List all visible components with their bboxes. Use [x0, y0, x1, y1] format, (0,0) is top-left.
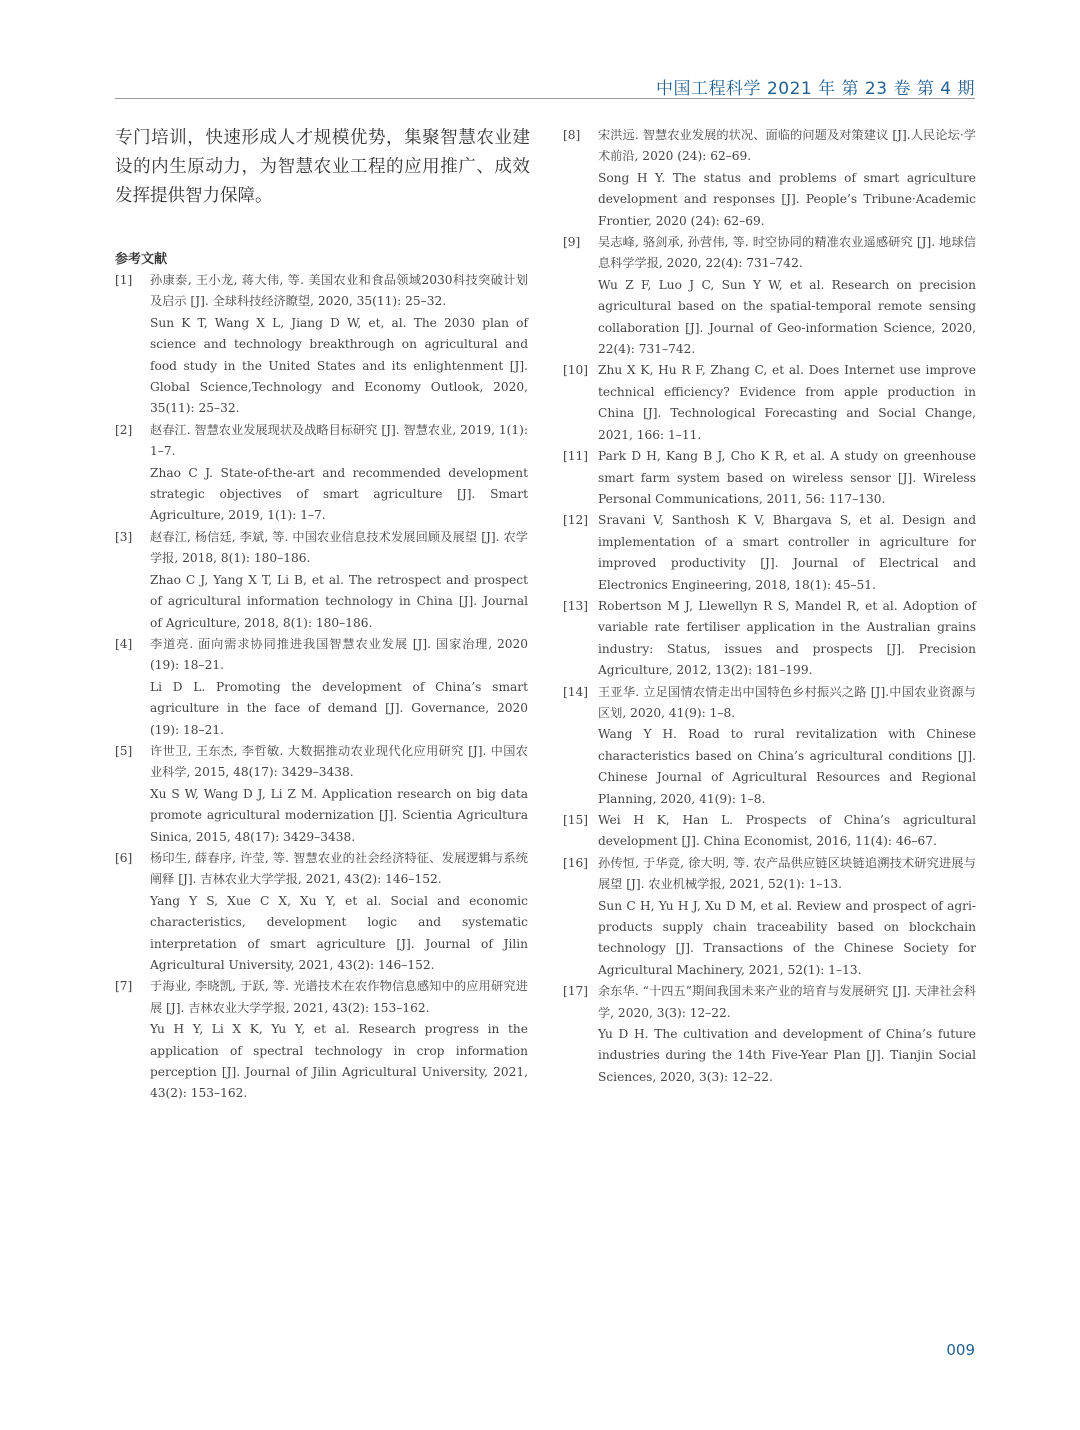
reference-item	[563, 853, 976, 981]
reference-item	[115, 420, 528, 527]
reference-item	[115, 527, 528, 634]
reference-english: Zhao C J. State-of-the-art and recommended development strategic objectives of smart agriculture [J]. Smart Agriculture, 2019, 1(1): 1–7.	[150, 465, 528, 523]
reference-number: [17]	[563, 984, 589, 999]
reference-chinese: 孙康泰, 王小龙, 蒋大伟, 等. 美国农业和食品领域2030科技突破计划及启示 [J]. 全球科技经济瞭望, 2020, 35(11): 25–32.	[150, 273, 528, 309]
reference-number: [9]	[563, 235, 581, 250]
reference-item	[563, 360, 976, 446]
reference-english: Sun K T, Wang X L, Jiang D W, et, al. The 2030 plan of science and technology breakthrough on agricultural and food study in the United States and its enlightenment [J]. Global Science,Technology and Economy Outlook, 2020, 35(11): 25–32.	[150, 315, 528, 416]
reference-chinese: 吴志峰, 骆剑承, 孙营伟, 等. 时空协同的精准农业遥感研究 [J]. 地球信息科学学报, 2020, 22(4): 731–742.	[598, 235, 976, 271]
reference-number: [7]	[115, 979, 133, 994]
reference-english: Zhu X K, Hu R F, Zhang C, et al. Does Internet use improve technical efficiency? Evidence from apple production in China [J]. Technological Forecasting and Social Change, 2021, 166: 1–11.	[598, 363, 976, 442]
references-column-left	[115, 270, 528, 1105]
reference-item	[563, 596, 976, 682]
references-column-right	[563, 125, 976, 1088]
reference-english: Sun C H, Yu H J, Xu D M, et al. Review and prospect of agri-products supply chain traceability based on blockchain technology [J]. Transactions of the Chinese Society for Agricultural Machinery, 2021, 52(1): 1–13.	[598, 898, 976, 977]
reference-item	[563, 810, 976, 853]
reference-chinese: 余东华. “十四五”期间我国未来产业的培育与发展研究 [J]. 天津社会科学, 2020, 3(3): 12–22.	[598, 984, 976, 1020]
reference-english: Li D L. Promoting the development of China’s smart agriculture in the face of demand [J]. Governance, 2020 (19): 18–21.	[150, 679, 528, 737]
body-paragraph: 专门培训，快速形成人才规模优势，集聚智慧农业建设的内生原动力，为智慧农业工程的应用推广、成效发挥提供智力保障。	[115, 128, 530, 206]
reference-chinese: 许世卫, 王东杰, 李哲敏. 大数据推动农业现代化应用研究 [J]. 中国农业科学, 2015, 48(17): 3429–3438.	[150, 743, 528, 780]
reference-chinese: 于海业, 李晓凯, 于跃, 等. 光谱技术在农作物信息感知中的应用研究进展 [J]. 吉林农业大学学报, 2021, 43(2): 153–162.	[150, 979, 528, 1015]
reference-number: [2]	[115, 422, 133, 437]
running-header	[115, 72, 975, 99]
reference-chinese: 赵春江, 杨信廷, 李斌, 等. 中国农业信息技术发展回顾及展望 [J]. 农学学报, 2018, 8(1): 180–186.	[150, 529, 528, 566]
reference-number: [4]	[115, 636, 133, 651]
reference-number: [16]	[563, 855, 589, 870]
reference-number: [12]	[563, 513, 589, 528]
reference-number: [14]	[563, 684, 589, 699]
reference-item	[115, 848, 528, 976]
reference-chinese: 赵春江. 智慧农业发展现状及战略目标研究 [J]. 智慧农业, 2019, 1(1): 1–7.	[150, 422, 528, 459]
reference-number: [1]	[115, 273, 133, 287]
reference-english: Robertson M J, Llewellyn R S, Mandel R, et al. Adoption of variable rate fertiliser application in the Australian grains industry: Status, issues and prospects [J]. Precision Agriculture, 2012, 13(2): 181–199.	[598, 598, 976, 678]
reference-item	[115, 634, 528, 741]
reference-item	[115, 270, 528, 420]
reference-item	[115, 976, 528, 1104]
reference-number: [10]	[563, 363, 589, 378]
reference-english: Park D H, Kang B J, Cho K R, et al. A study on greenhouse smart farm system based on wireless sensor [J]. Wireless Personal Communications, 2011, 56: 117–130.	[598, 449, 976, 506]
reference-english: Song H Y. The status and problems of smart agriculture development and responses [J]. People’s Tribune·Academic Frontier, 2020 (24): 62–69.	[598, 170, 976, 228]
reference-english: Wang Y H. Road to rural revitalization with Chinese characteristics based on China’s agricultural conditions [J]. Chinese Journal of Agricultural Resources and Regional Planning, 2020, 41(9): 1–8.	[598, 727, 976, 806]
reference-english: Sravani V, Santhosh K V, Bhargava S, et al. Design and implementation of a smart controller in agriculture for improved productivity [J]. Journal of Electrical and Electronics Engineering, 2018, 18(1): 45–51.	[598, 513, 976, 592]
reference-english: Zhao C J, Yang X T, Li B, et al. The retrospect and prospect of agricultural information technology in China [J]. Journal of Agriculture, 2018, 8(1): 180–186.	[150, 572, 528, 630]
reference-item	[563, 510, 976, 596]
reference-number: [8]	[563, 128, 581, 142]
references-heading: 参考文献	[115, 252, 168, 267]
reference-english: Yu D H. The cultivation and development of China’s future industries during the 14th Five-Year Plan [J]. Tianjin Social Sciences, 2020, 3(3): 12–22.	[598, 1027, 976, 1084]
reference-number: [5]	[115, 743, 133, 758]
reference-number: [15]	[563, 813, 589, 827]
page-number: 009	[946, 1341, 975, 1359]
reference-item	[563, 682, 976, 810]
reference-number: [13]	[563, 598, 589, 613]
reference-chinese: 李道亮. 面向需求协同推进我国智慧农业发展 [J]. 国家治理, 2020 (19): 18–21.	[150, 636, 528, 673]
journal-issue-title: 中国工程科学 2021 年 第 23 卷 第 4 期	[656, 79, 975, 99]
reference-number: [11]	[563, 449, 589, 464]
reference-english: Xu S W, Wang D J, Li Z M. Application research on big data promote agricultural modernization [J]. Scientia Agricultura Sinica, 2015, 48(17): 3429–3438.	[150, 786, 528, 844]
reference-chinese: 宋洪远. 智慧农业发展的状况、面临的问题及对策建议 [J].人民论坛·学术前沿, 2020 (24): 62–69.	[598, 128, 976, 164]
reference-english: Wei H K, Han L. Prospects of China’s agricultural development [J]. China Economist, 2016, 11(4): 46–67.	[598, 813, 976, 849]
reference-chinese: 孙传恒, 于华竞, 徐大明, 等. 农产品供应链区块链追溯技术研究进展与展望 [J]. 农业机械学报, 2021, 52(1): 1–13.	[598, 855, 976, 892]
reference-item	[563, 125, 976, 232]
reference-number: [6]	[115, 850, 133, 865]
reference-number: [3]	[115, 529, 133, 544]
reference-item	[563, 232, 976, 360]
reference-item	[563, 446, 976, 510]
reference-item	[563, 981, 976, 1088]
reference-english: Yu H Y, Li X K, Yu Y, et al. Research progress in the application of spectral technology in crop information perception [J]. Journal of Jilin Agricultural University, 2021, 43(2): 153–162.	[150, 1022, 528, 1101]
reference-chinese: 杨印生, 薛春序, 许莹, 等. 智慧农业的社会经济特征、发展逻辑与系统阐释 [J]. 吉林农业大学学报, 2021, 43(2): 146–152.	[150, 850, 528, 887]
reference-chinese: 王亚华. 立足国情农情走出中国特色乡村振兴之路 [J].中国农业资源与区划, 2020, 41(9): 1–8.	[598, 684, 976, 720]
reference-item	[115, 741, 528, 848]
reference-english: Wu Z F, Luo J C, Sun Y W, et al. Research on precision agricultural based on the spatial-temporal remote sensing collaboration [J]. Journal of Geo-information Science, 2020, 22(4): 731–742.	[598, 277, 976, 357]
reference-english: Yang Y S, Xue C X, Xu Y, et al. Social and economic characteristics, development logic and systematic interpretation of smart agriculture [J]. Journal of Jilin Agricultural University, 2021, 43(2): 146–152.	[150, 893, 528, 972]
